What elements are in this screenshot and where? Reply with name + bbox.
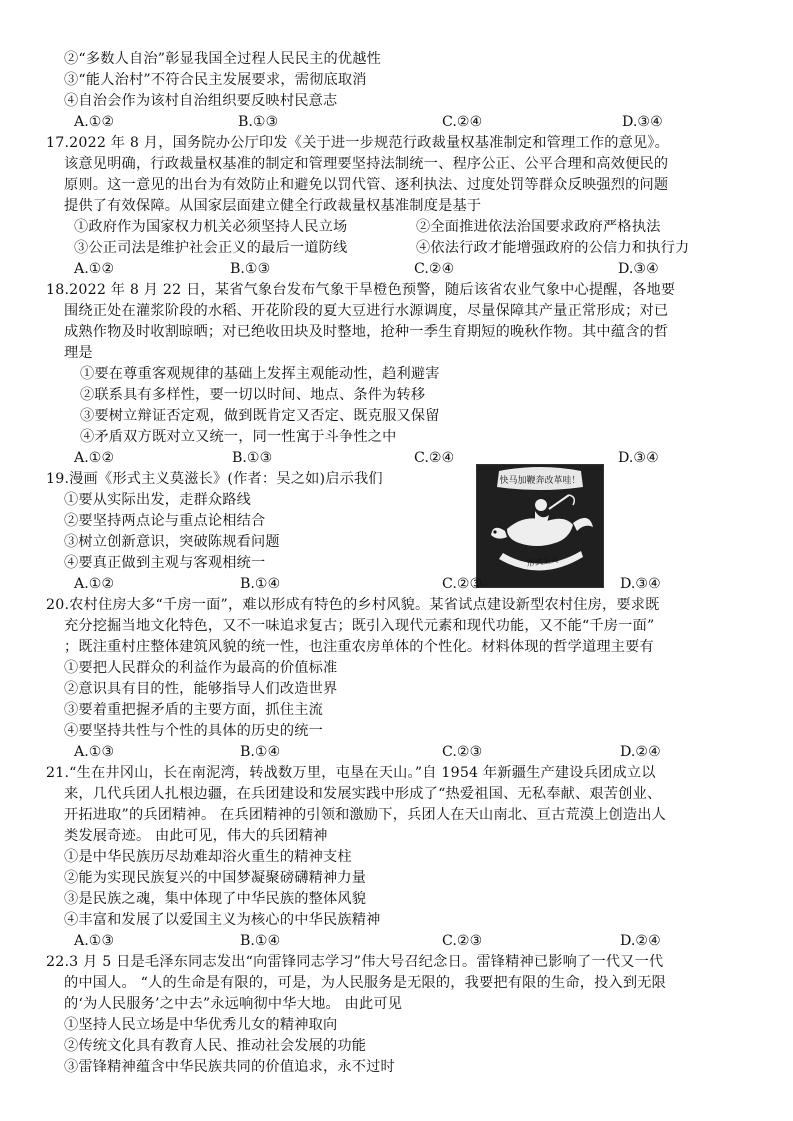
q21-option-c: C.②③ [442, 933, 483, 949]
q20-option-c: C.②③ [442, 744, 483, 760]
q17-option-a: A.①② [74, 261, 115, 277]
q19-option-d: D.③④ [620, 576, 661, 592]
q18-option-d: D.③④ [618, 450, 659, 466]
q19-cartoon-caption: 快马加鞭奔改革哇！ [499, 476, 581, 486]
q19-choice-3: ③树立创新意识，突破陈规看问题 [64, 534, 280, 550]
q18-stem-line-4: 理是 [64, 345, 93, 361]
q20-stem-line-1: 20.农村住房大多“千房一面”，难以形成有特色的乡村风貌。某省试点建设新型农村住房，要求既 [46, 597, 660, 613]
q18-stem-line-3: 成熟作物及时收割晾晒；对已绝收田块及时整地，抢种一季生育期短的晚秋作物。其中蕴含的哲 [64, 324, 669, 340]
q17-choice-2: ②全面推进依法治国要求政府严格执法 [416, 219, 661, 235]
q18-stem-line-2: 围绕正处在灌浆阶段的水稻、开花阶段的夏大豆进行水源调度，尽量保障其产量正常形成；对已 [64, 303, 669, 319]
q16-choice-2: ②“多数人自治”彰显我国全过程人民民主的优越性 [64, 51, 382, 67]
q20-stem-line-2: 充分挖掘当地文化特色，又不一味追求复古；既引入现代元素和现代功能，又不能“千房一面” [64, 618, 655, 634]
q17-stem-line-4: 提供了有效保障。从国家层面建立健全行政裁量权基准制度是基于 [64, 198, 482, 214]
q21-choice-2: ②能为实现民族复兴的中国梦凝聚磅礴精神力量 [64, 870, 367, 886]
q19-option-b: B.①④ [240, 576, 281, 592]
q17-stem-line-2: 该意见明确，行政裁量权基准的制定和管理要坚持法制统一、程序公正、公平合理和高效便民的 [64, 156, 669, 172]
q20-choice-3: ③要着重把握矛盾的主要方面，抓住主流 [64, 702, 323, 718]
q16-option-a: A.①② [74, 114, 115, 130]
q18-choice-1: ①要在尊重客观规律的基础上发挥主观能动性，趋利避害 [80, 366, 440, 382]
q16-choice-3: ③“能人治村”不符合民主发展要求，需彻底取消 [64, 72, 367, 88]
q21-stem-line-4: 类发展奇迹。 由此可见，伟大的兵团精神 [64, 828, 328, 844]
q18-option-b: B.①③ [232, 450, 273, 466]
q21-stem-line-1: 21.“生在井冈山，长在南泥湾，转战数万里，屯垦在天山。”自 1954 年新疆生产建设兵团成立以 [46, 765, 656, 781]
q21-stem-line-3: 开拓进取”的兵团精神。 在兵团精神的引领和激励下，兵团人在天山南北、亘古荒漠上创造出人 [64, 807, 667, 823]
q19-stem: 19.漫画《形式主义莫滋长》(作者：吴之如)启示我们 [46, 471, 383, 487]
q22-stem-line-1: 22.3 月 5 日是毛泽东同志发出“向雷锋同志学习”伟大号召纪念日。雷锋精神已影响了一代又一代 [46, 954, 664, 970]
q21-choice-4: ④丰富和发展了以爱国主义为核心的中华民族精神 [64, 912, 381, 928]
q20-option-a: A.①③ [74, 744, 115, 760]
q22-stem-line-3: 的‘为人民服务’之中去”永远响彻中华大地。 由此可见 [64, 996, 403, 1012]
q22-choice-2: ②传统文化具有教育人民、推动社会发展的功能 [64, 1038, 367, 1054]
q17-stem-line-3: 原则。这一意见的出台为有效防止和避免以罚代管、逐利执法、过度处罚等群众反映强烈的问题 [64, 177, 669, 193]
q17-option-d: D.③④ [618, 261, 659, 277]
q19-cartoon-image [476, 464, 604, 588]
q18-choice-2: ②联系具有多样性，要一切以时间、地点、条件为转移 [80, 387, 426, 403]
q18-choice-4: ④矛盾双方既对立又统一，同一性寓于斗争性之中 [80, 429, 397, 445]
q16-option-c: C.②④ [442, 114, 483, 130]
q18-option-a: A.①② [74, 450, 115, 466]
q21-stem-line-2: 来，几代兵团人扎根边疆，在兵团建设和发展实践中形成了“热爱祖国、无私奉献、艰苦创业、 [64, 786, 662, 802]
q21-option-b: B.①④ [240, 933, 281, 949]
q20-option-d: D.②④ [620, 744, 661, 760]
q19-choice-2: ②要坚持两点论与重点论相结合 [64, 513, 266, 529]
q17-stem-line-1: 17.2022 年 8 月，国务院办公厅印发《关于进一步规范行政裁量权基准制定和管理工作的意见》。 [46, 135, 670, 151]
q16-choice-4: ④自治会作为该村自治组织要反映村民意志 [64, 93, 338, 109]
q19-choice-1: ①要从实际出发，走群众路线 [64, 492, 252, 508]
q19-option-a: A.①② [74, 576, 115, 592]
q20-choice-4: ④要坚持共性与个性的具体的历史的统一 [64, 723, 323, 739]
q19-option-c: C.②③ [442, 576, 483, 592]
q20-stem-line-3: ；既注重村庄整体建筑风貌的统一性，也注重农房单体的个性化。材料体现的哲学道理主要有 [64, 639, 654, 655]
q19-cartoon-drawing [477, 465, 603, 587]
q21-option-a: A.①③ [74, 933, 115, 949]
q17-option-c: C.②④ [414, 261, 455, 277]
q18-stem-line-1: 18.2022 年 8 月 22 日，某省气象台发布气象干旱橙色预警，随后该省农业气象中心提醒，各地要 [46, 282, 676, 298]
q20-choice-1: ①要把人民群众的利益作为最高的价值标准 [64, 660, 338, 676]
q20-option-b: B.①④ [240, 744, 281, 760]
q17-choice-1: ①政府作为国家权力机关必须坚持人民立场 [74, 219, 348, 235]
q22-choice-3: ③雷锋精神蕴含中华民族共同的价值追求，永不过时 [64, 1059, 395, 1075]
q18-choice-3: ③要树立辩证否定观，做到既肯定又否定、既克服又保留 [80, 408, 440, 424]
q18-option-c: C.②④ [414, 450, 455, 466]
q19-cartoon-label: 形式主义 [526, 554, 560, 569]
q22-stem-line-2: 的中国人。 “人的生命是有限的，可是，为人民服务是无限的，我要把有限的生命，投入到无限 [64, 975, 667, 991]
q21-option-d: D.②④ [620, 933, 661, 949]
q16-option-b: B.①③ [238, 114, 279, 130]
q21-choice-1: ①是中华民族历尽劫难却浴火重生的精神支柱 [64, 849, 352, 865]
q17-choice-3: ③公正司法是维护社会正义的最后一道防线 [74, 240, 348, 256]
q20-choice-2: ②意识具有目的性，能够指导人们改造世界 [64, 681, 338, 697]
q17-option-b: B.①③ [230, 261, 271, 277]
q17-choice-4: ④依法行政才能增强政府的公信力和执行力 [416, 240, 690, 256]
q22-choice-1: ①坚持人民立场是中华优秀儿女的精神取向 [64, 1017, 338, 1033]
q16-option-d: D.③④ [622, 114, 663, 130]
q21-choice-3: ③是民族之魂，集中体现了中华民族的整体风貌 [64, 891, 367, 907]
q19-choice-4: ④要真正做到主观与客观相统一 [64, 555, 266, 571]
